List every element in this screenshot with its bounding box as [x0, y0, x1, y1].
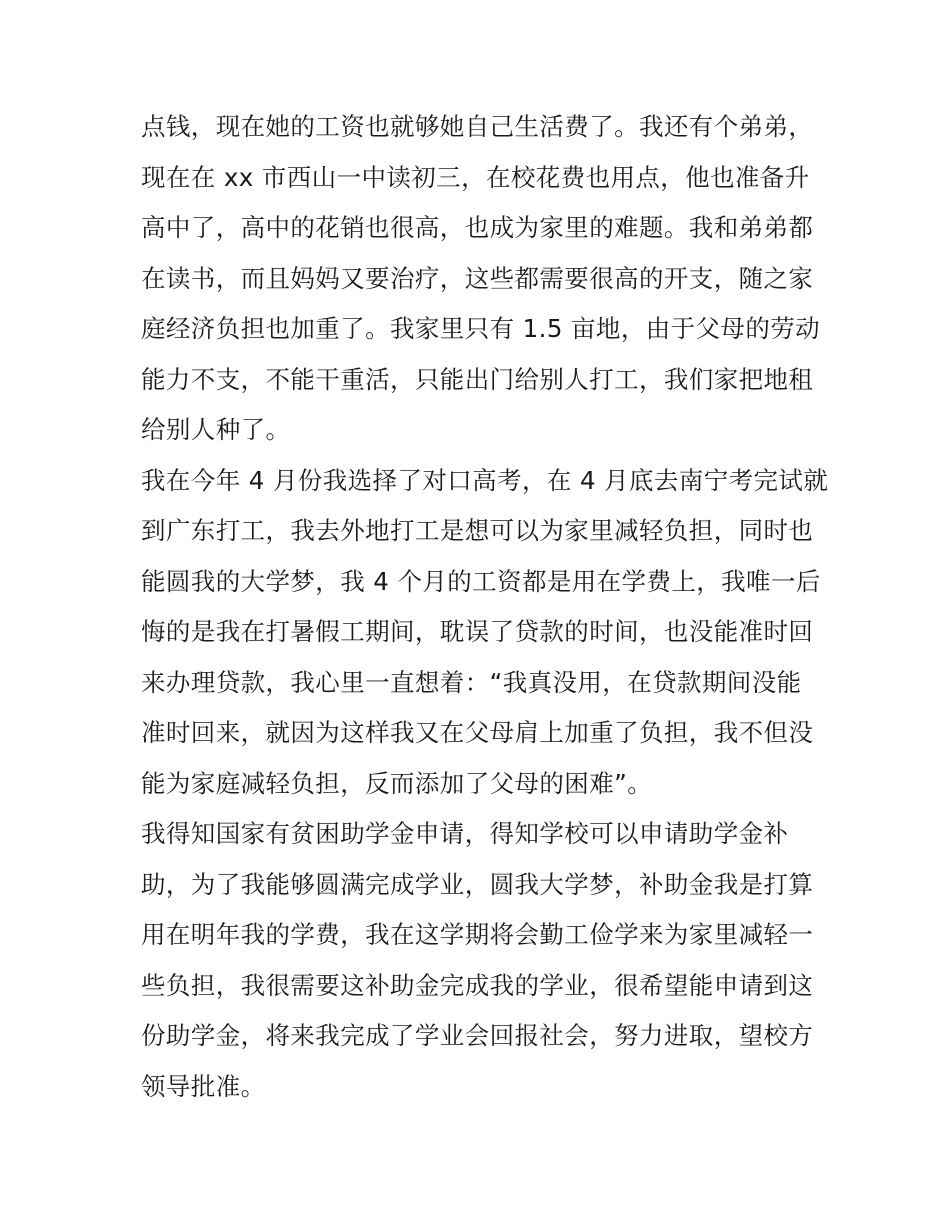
text-line: 悔的是我在打暑假工期间，耽误了贷款的时间，也没能准时回 [141, 617, 814, 646]
text-line: 用在明年我的学费，我在这学期将会勤工俭学来为家里减轻一 [141, 920, 814, 949]
text-line: 高中了，高中的花销也很高，也成为家里的难题。我和弟弟都 [141, 213, 814, 242]
text-line: 点钱，现在她的工资也就够她自己生活费了。我还有个弟弟， [141, 112, 814, 141]
text-line: 助，为了我能够圆满完成学业，圆我大学梦，补助金我是打算 [141, 869, 814, 899]
text-line: 来办理贷款，我心里一直想着：“我真没用，在贷款期间没能 [141, 667, 802, 697]
text-line: 准时回来，就因为这样我又在父母肩上加重了负担，我不但没 [141, 718, 814, 747]
text-line: 我得知国家有贫困助学金申请，得知学校可以申请助学金补 [141, 819, 789, 848]
text-line: 能力不支，不能干重活，只能出门给别人打工，我们家把地租 [141, 364, 814, 394]
text-line: 能圆我的大学梦，我 4 个月的工资都是用在学费上，我唯一后 [141, 566, 821, 596]
text-line: 在读书，而且妈妈又要治疗，这些都需要很高的开支，随之家 [141, 263, 814, 293]
text-line: 给别人种了。 [141, 415, 291, 444]
text-line: 我在今年 4 月份我选择了对口高考，在 4 月底去南宁考完试就 [141, 465, 829, 495]
text-line: 到广东打工，我去外地打工是想可以为家里减轻负担，同时也 [141, 516, 814, 545]
text-line: 庭经济负担也加重了。我家里只有 1.5 亩地，由于父母的劳动 [141, 314, 821, 343]
document-body [141, 102, 829, 1112]
text-line: 些负担，我很需要这补助金完成我的学业，很希望能申请到这 [141, 970, 814, 1000]
text-line: 现在在 xx 市西山一中读初三，在校花费也用点，他也准备升 [141, 162, 810, 192]
text-line: 能为家庭减轻负担，反而添加了父母的困难”。 [141, 768, 653, 798]
text-line: 领导批准。 [141, 1071, 266, 1101]
text-line: 份助学金，将来我完成了学业会回报社会，努力进取，望校方 [141, 1021, 814, 1050]
